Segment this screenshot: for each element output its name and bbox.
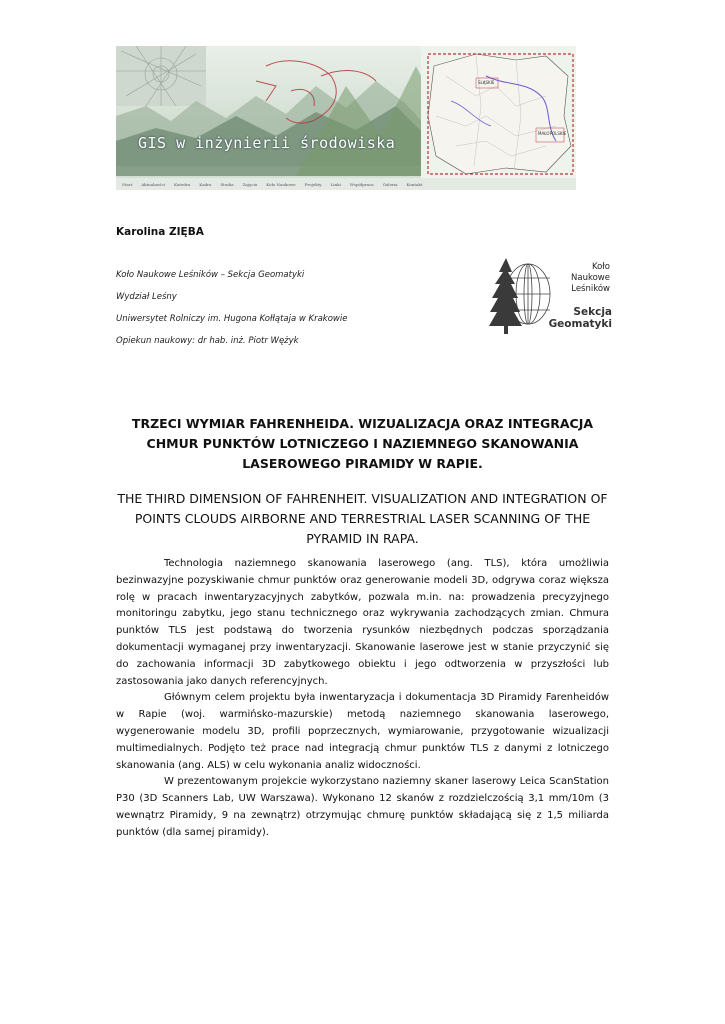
logo-text-section bbox=[549, 306, 612, 330]
paragraph: Technologia naziemnego skanowania laserowego (ang. TLS), która umożliwia bezinwazyjne pozyskiwanie chmur punktów oraz generowanie modeli 3D, odgrywa coraz większa rolę w pracach inwentaryzacyjnych zabytków, pozwala m.in. na: prowadzenia precyzyjnego monitoringu zabytku, jego stanu technicznego oraz wykrywania zachodzących zmian. Chmura punktów TLS jest podstawą do tworzenia rysunków niezbędnych podczas sporządzania dokumentacji wymaganej przy inwentaryzacji. Skanowanie laserowe jest w stanie przyczynić się do zachowania informacji 3D zabytkowego obiektu i jego odtworzenia w przyszłości lub zastosowania jako danych referencyjnych. bbox=[116, 558, 609, 687]
menu-item[interactable]: Start bbox=[122, 181, 133, 187]
logo-line: Sekcja bbox=[573, 306, 612, 318]
banner-artwork bbox=[116, 46, 576, 190]
menu-item[interactable]: Kontakt bbox=[406, 181, 423, 187]
logo-line: Naukowe bbox=[571, 273, 610, 283]
banner-menu bbox=[116, 178, 576, 190]
tree-globe-icon bbox=[484, 256, 554, 336]
menu-item[interactable]: Zajęcia bbox=[242, 181, 258, 187]
menu-item[interactable]: Katedra bbox=[173, 181, 191, 187]
club-logo bbox=[484, 256, 616, 336]
menu-item[interactable]: Współpraca bbox=[349, 181, 374, 187]
affiliation-faculty: Wydział Leśny bbox=[116, 292, 177, 302]
affiliation-university: Uniwersytet Rolniczy im. Hugona Kołłątaja w Krakowie bbox=[116, 314, 348, 324]
menu-item[interactable]: Aktualności bbox=[141, 181, 165, 187]
paragraph: W prezentowanym projekcie wykorzystano naziemny skaner laserowy Leica ScanStation P30 (3D Scanners Lab, UW Warszawa). Wykonano 12 skanów z rozdzielczością 3,1 mm/10m (3 wewnątrz Piramidy, 9 na zewnątrz) otrzymując chmurę punktów składającą się z 1,5 miliarda punktów (dla samej piramidy). bbox=[116, 776, 609, 838]
paragraph: Głównym celem projektu była inwentaryzacja i dokumentacja 3D Piramidy Farenheidów w Rapie (woj. warmińsko-mazurskie) metodą naziemnego skanowania laserowego, wygenerowanie modelu 3D, profili poprzecznych, wymiarowanie, przygotowanie wizualizacji multimedialnych. Podjęto też prace nad integracją chmur punktów TLS z danymi z lotniczego skanowania (ang. ALS) w celu wykonania analiz widoczności. bbox=[116, 692, 609, 771]
menu-item[interactable]: Projekty bbox=[304, 181, 322, 187]
menu-item[interactable]: Kadra bbox=[199, 181, 212, 187]
menu-item[interactable]: Koło Naukowe bbox=[266, 181, 296, 187]
logo-text-club bbox=[571, 262, 610, 295]
abstract-body bbox=[116, 556, 609, 842]
logo-line: Koło bbox=[592, 262, 610, 272]
title-polish: TRZECI WYMIAR FAHRENHEIDA. WIZUALIZACJA ORAZ INTEGRACJA CHMUR PUNKTÓW LOTNICZEGO I NAZIEMNEGO SKANOWANIA LASEROWEGO PIRAMIDY W RAPIE. bbox=[131, 416, 594, 471]
logo-line: Geomatyki bbox=[548, 318, 612, 330]
menu-item[interactable]: Linki bbox=[330, 181, 341, 187]
logo-line: Leśników bbox=[571, 284, 610, 294]
title-english: THE THIRD DIMENSION OF FAHRENHEIT. VISUALIZATION AND INTEGRATION OF POINTS CLOUDS AIRBORNE AND TERRESTRIAL LASER SCANNING OF THE PYRAMID IN RAPA. bbox=[117, 491, 608, 546]
header-banner bbox=[116, 46, 576, 190]
affiliation-supervisor: Opiekun naukowy: dr hab. inż. Piotr Wężyk bbox=[116, 336, 299, 346]
map-label-slaskie: ŚLĄSKIE bbox=[478, 80, 495, 85]
affiliation-club: Koło Naukowe Leśników – Sekcja Geomatyki bbox=[116, 270, 305, 280]
banner-title: GIS w inżynierii środowiska bbox=[138, 134, 396, 152]
menu-item[interactable]: Galeria bbox=[382, 181, 398, 187]
author-name: Karolina ZIĘBA bbox=[116, 226, 204, 238]
menu-item[interactable]: Studia bbox=[220, 181, 234, 187]
map-label-malopolskie: MAŁOPOLSKIE bbox=[538, 131, 567, 136]
